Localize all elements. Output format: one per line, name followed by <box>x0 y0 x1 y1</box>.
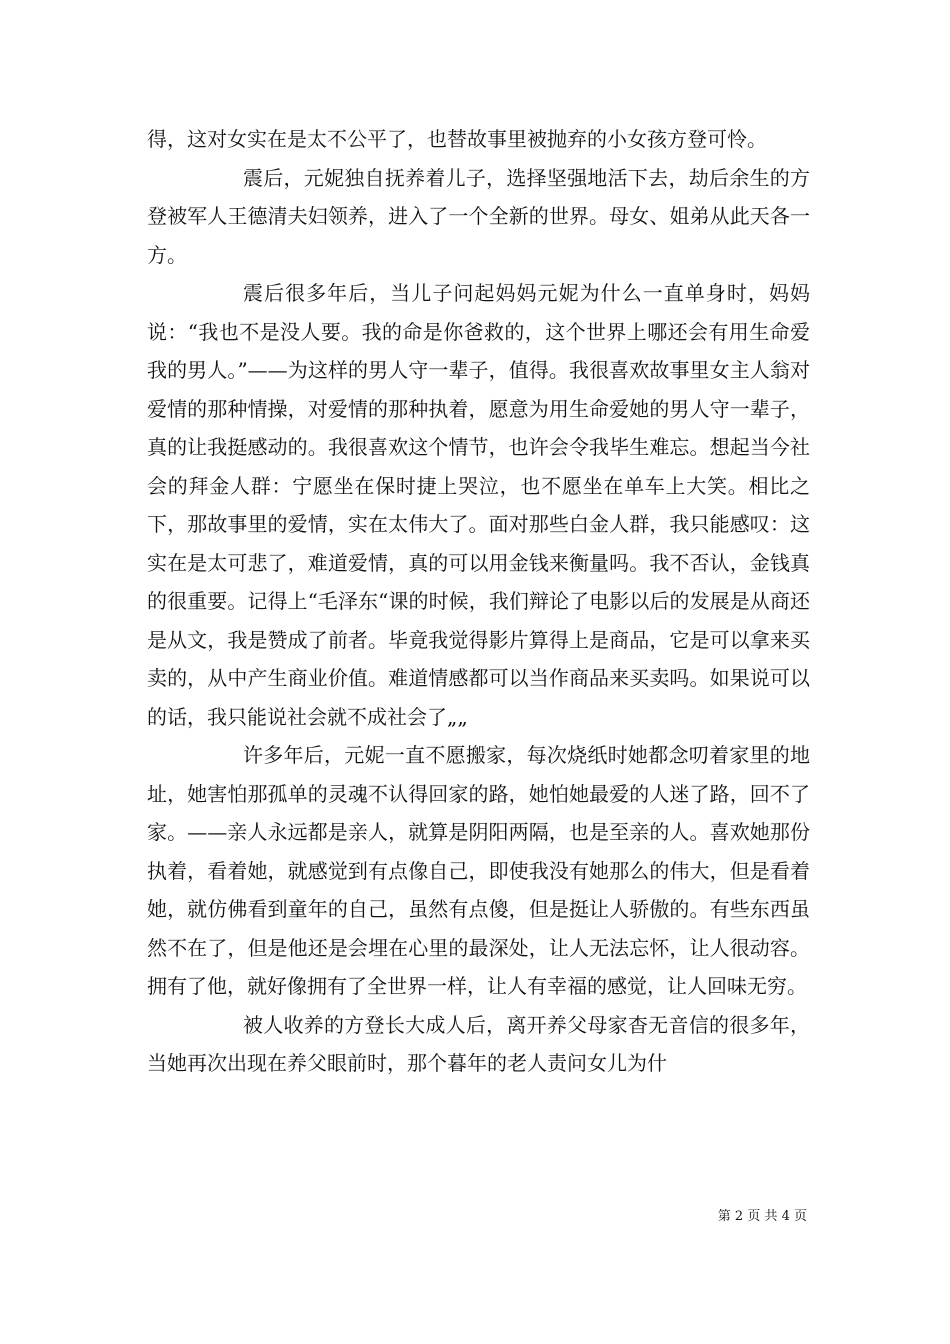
paragraph: 许多年后，元妮一直不愿搬家，每次烧纸时她都念叨着家里的地址，她害怕那孤单的灵魂不认得回家的路，她怕她最爱的人迷了路，回不了家。——亲人永远都是亲人，就算是阴阳两隔，也是至亲的人。喜欢她那份执着，看着她，就感觉到有点像自己，即使我没有她那么的伟大，但是看着她，就仿佛看到童年的自己，虽然有点傻，但是挺让人骄傲的。有些东西虽然不在了，但是他还是会埋在心里的最深处，让人无法忘怀，让人很动容。拥有了他，就好像拥有了全世界一样，让人有幸福的感觉，让人回味无穷。 <box>147 743 810 998</box>
page-number-footer: 第 2 页 共 4 页 <box>717 1209 807 1224</box>
paragraph-continuation: 得，这对女实在是太不公平了，也替故事里被抛弃的小女孩方登可怜。 <box>147 127 767 151</box>
paragraph: 震后很多年后，当儿子问起妈妈元妮为什么一直单身时，妈妈说：“我也不是没人要。我的命是你爸救的，这个世界上哪还会有用生命爱我的男人。”——为这样的男人守一辈子，值得。我很喜欢故事里女主人翁对爱情的那种情操，对爱情的那种执着，愿意为用生命爱她的男人守一辈子，真的让我挺感动的。我很喜欢这个情节，也许会令我毕生难忘。想起当今社会的拜金人群：宁愿坐在保时捷上哭泣，也不愿坐在单车上大笑。相比之下，那故事里的爱情，实在太伟大了。面对那些白金人群，我只能感叹：这实在是太可悲了，难道爱情，真的可以用金钱来衡量吗。我不否认，金钱真的很重要。记得上“毛泽东“课的时候，我们辩论了电影以后的发展是从商还是从文，我是赞成了前者。毕竟我觉得影片算得上是商品，它是可以拿来买卖的，从中产生商业价值。难道情感都可以当作商品来买卖吗。如果说可以的话，我只能说社会就不成社会了„„ <box>147 281 810 729</box>
body-text <box>147 120 810 1083</box>
paragraph: 震后，元妮独自抚养着儿子，选择坚强地活下去，劫后余生的方登被军人王德清夫妇领养，进入了一个全新的世界。母女、姐弟从此天各一方。 <box>147 165 810 267</box>
paragraph: 被人收养的方登长大成人后，离开养父母家杳无音信的很多年，当她再次出现在养父眼前时，那个暮年的老人责问女儿为什 <box>147 1012 810 1075</box>
